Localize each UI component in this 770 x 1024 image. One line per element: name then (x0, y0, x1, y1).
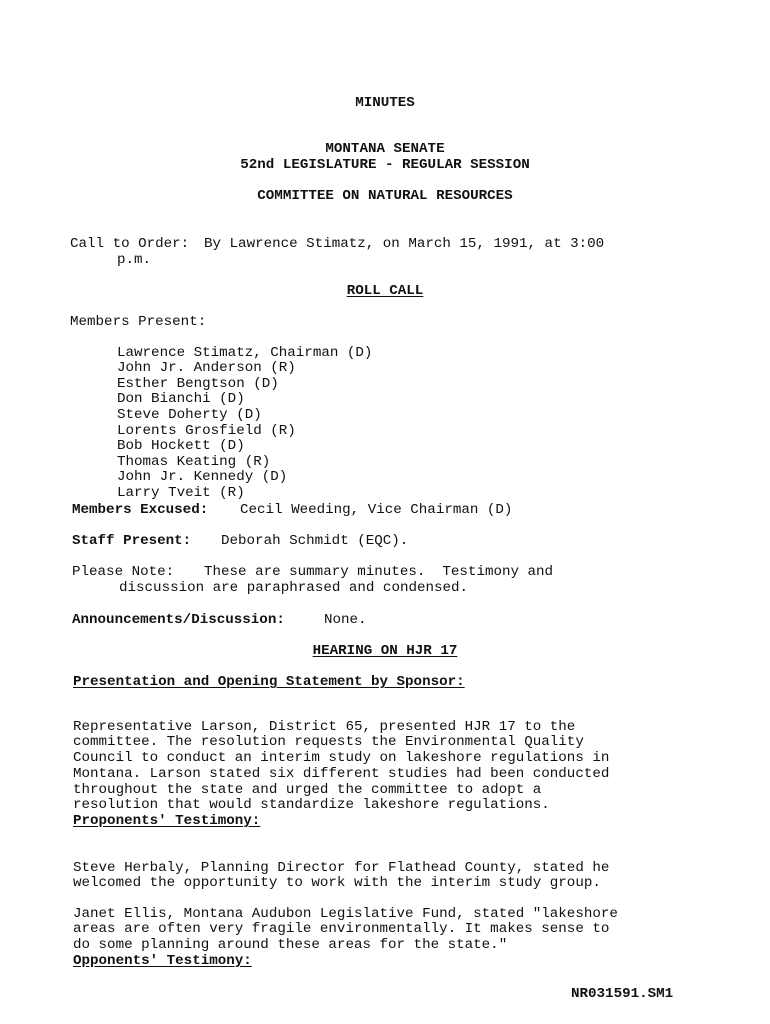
legislature-heading: 52nd LEGISLATURE - REGULAR SESSION (240, 157, 530, 173)
call-to-order-text-cont: p.m. (117, 252, 152, 268)
paragraph-line: Steve Herbaly, Planning Director for Flathead County, stated he (73, 859, 610, 876)
paragraph-line: do some planning around these areas for the state." (73, 937, 508, 954)
paragraph-line: throughout the state and urged the committee to adopt a (73, 781, 542, 798)
call-to-order-label: Call to Order: (70, 236, 190, 252)
presentation-heading: Presentation and Opening Statement by Sponsor: (73, 674, 465, 690)
hearing-heading: HEARING ON HJR 17 (312, 643, 458, 659)
member-name: Bob Hockett (D) (117, 438, 245, 455)
paragraph-line: areas are often very fragile environmentally. It makes sense to (73, 921, 610, 938)
presentation-paragraph (73, 704, 609, 830)
note-text: These are summary minutes. Testimony and (204, 564, 554, 580)
members-present-label: Members Present: (70, 314, 207, 330)
staff-present-label: Staff Present: (72, 533, 192, 549)
committee-heading: COMMITTEE ON NATURAL RESOURCES (257, 188, 513, 204)
opponents-heading: Opponents' Testimony: (73, 953, 252, 969)
paragraph-line: resolution that would standardize lakeshore regulations. (73, 797, 550, 814)
minutes-title: MINUTES (355, 95, 415, 111)
member-name: John Jr. Anderson (R) (117, 360, 296, 377)
members-excused-label: Members Excused: (72, 502, 209, 518)
members-excused-value: Cecil Weeding, Vice Chairman (D) (240, 502, 513, 518)
note-label: Please Note: (72, 564, 175, 580)
paragraph-line: welcomed the opportunity to work with the interim study group. (73, 875, 601, 892)
member-name: Lawrence Stimatz, Chairman (D) (117, 344, 373, 361)
staff-present-value: Deborah Schmidt (EQC). (221, 533, 409, 549)
announcements-label: Announcements/Discussion: (72, 612, 285, 628)
members-present-list (117, 330, 372, 517)
note-text-cont: discussion are paraphrased and condensed. (119, 580, 469, 596)
proponents-heading: Proponents' Testimony: (73, 813, 261, 829)
member-name: Don Bianchi (D) (117, 391, 245, 408)
paragraph-line: Council to conduct an interim study on lakeshore regulations in (73, 750, 610, 767)
member-name: John Jr. Kennedy (D) (117, 469, 288, 486)
member-name: Lorents Grosfield (R) (117, 422, 296, 439)
member-name: Steve Doherty (D) (117, 406, 262, 423)
paragraph-line: Representative Larson, District 65, presented HJR 17 to the (73, 718, 576, 735)
roll-call-heading: ROLL CALL (346, 283, 424, 299)
senate-heading: MONTANA SENATE (325, 141, 445, 157)
paragraph-line: committee. The resolution requests the Environmental Quality (73, 734, 584, 751)
member-name: Esther Bengtson (D) (117, 375, 279, 392)
member-name: Larry Tveit (R) (117, 484, 245, 501)
paragraph-line: Janet Ellis, Montana Audubon Legislative Fund, stated "lakeshore (73, 905, 618, 922)
member-name: Thomas Keating (R) (117, 453, 271, 470)
document-id: NR031591.SM1 (571, 986, 674, 1002)
paragraph-line: Montana. Larson stated six different studies had been conducted (73, 765, 610, 782)
announcements-value: None. (324, 612, 367, 628)
call-to-order-text: By Lawrence Stimatz, on March 15, 1991, at 3:00 (204, 236, 605, 252)
